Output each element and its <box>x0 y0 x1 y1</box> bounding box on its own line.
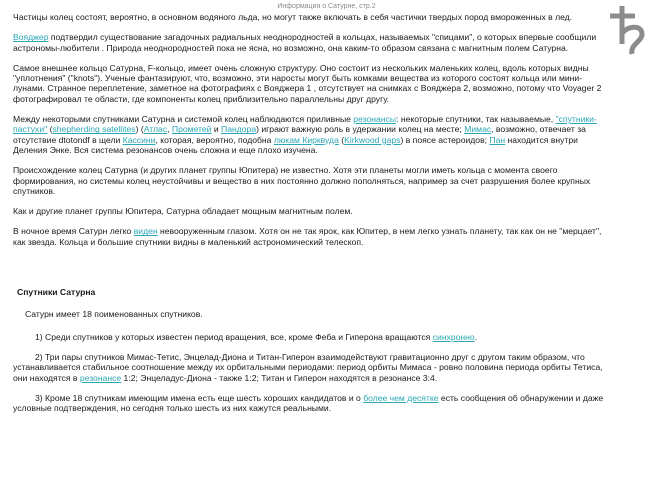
link-pandora[interactable]: Пандора <box>221 124 257 135</box>
link-kirkwood-gaps-ru[interactable]: люкам Кирквуда <box>273 134 339 145</box>
moons-item-1 <box>13 332 613 342</box>
paragraph-text: Самое внешнее кольцо Сатурна, F-кольцо, имеет очень сложную структуру. Оно состоит из нескольких маленьких колец, вдоль которых видны "уплотнения" ("knots"). Ученые фантазируют, что, возможно, эти наросты могут быть комками вещества из которого состоят кольца или мини-лунами. Странное переплетение, заметное на фотографиях с Вояджера 1 , отсутствует на снимках с Вояджера 2, возможно, потому что Voyager 2 фотографировал те области, где компоненты колец приблизительно параллельны друг другу. <box>13 62 602 104</box>
link-more-than-ten[interactable]: более чем десятке <box>363 392 439 403</box>
link-atlas[interactable]: Атлас <box>143 124 168 135</box>
text-segment: . <box>474 331 478 342</box>
text-segment: ( <box>338 134 345 145</box>
link-synchronous[interactable]: синхронно <box>432 331 475 342</box>
text-segment: В ночное время Сатурн легко <box>13 226 134 237</box>
paragraph-visibility <box>13 226 613 247</box>
link-prometheus[interactable]: Прометей <box>171 124 212 135</box>
paragraph-ring-particles: Частицы колец состоят, вероятно, в основном водяного льда, но могут также включать в себя частички твердых пород вмороженных в лед. <box>13 12 573 22</box>
link-cassini[interactable]: Кассини <box>122 134 156 145</box>
moons-item-2 <box>13 352 613 383</box>
text-segment: 3) Кроме 18 спутникам имеющим имена есть еще шесть хороших кандидатов и о <box>35 392 364 403</box>
text-segment: , возможно, отвечает за отсутствие dtotondf в щели <box>13 124 586 145</box>
link-kirkwood-gaps-en[interactable]: Kirkwood gaps <box>344 134 401 145</box>
text-segment: 1:2; Энцеладус-Диона - также 1:2; Титан и Гиперон находятся в резонансе 3:4. <box>121 372 438 383</box>
paragraph-f-ring <box>13 63 613 104</box>
paragraph-resonances <box>13 114 613 155</box>
moons-item-3 <box>13 393 613 414</box>
text-segment: есть сообщения об обнаружении и даже условные подтверждения, но сегодня только шесть из них кажутся реальными. <box>13 392 604 414</box>
text-segment: ) играют важную роль в удержании колец на месте; <box>256 124 465 135</box>
link-resonances[interactable]: резонансы <box>353 114 397 125</box>
paragraph-magnetic-field: Как и другие планет группы Юпитера, Сатурна обладает мощным магнитным полем. <box>13 206 353 217</box>
text-segment: 2) Три пары спутников Мимас-Тетис, Энцелад-Диона и Титан-Гиперон взаимодействуют гравитационно друг с другом таким образом, что устанавливается стабильное соотношение между их орбитальными периодами: период орбиты Мимаса - ровно половина периода орбиты Тетиса, они находятся в <box>13 351 603 383</box>
link-mimas[interactable]: Мимас <box>464 124 492 135</box>
text-segment: ) ( <box>135 124 144 135</box>
text-segment: ( <box>47 124 53 135</box>
section-heading-moons: Спутники Сатурна <box>17 287 96 298</box>
paragraph-text: Сатурн имеет 18 поименованных спутников. <box>25 309 203 320</box>
text-segment: находится внутри Деления Энке. Вся система резонансов очень сложна и еще плохо изучена. <box>13 134 578 155</box>
link-voyager[interactable]: Вояджер <box>13 32 49 43</box>
link-shepherd-moons[interactable]: "спутники-пастухи" <box>13 114 597 135</box>
text-segment: , которая, вероятно, подобна <box>155 134 274 145</box>
moons-intro <box>13 309 613 319</box>
link-visible[interactable]: виден <box>133 226 158 237</box>
paragraph-ring-origin <box>13 165 613 196</box>
document-body <box>13 12 613 423</box>
paragraph-text: подтвердил существование загадочных радиальных неоднородностей в кольцах, называемых "спицами", о которых впервые сообщили астрономы-любители . Природа неоднородностей пока не ясна, но возможно, она каким-то образом связана с магнитным полем Сатурна. <box>13 32 597 53</box>
link-pan[interactable]: Пан <box>489 134 506 145</box>
text-segment: невооруженным глазом. Хотя он не так ярок, как Юпитер, в нем легко узнать планету, так как он не "мерцает", как звезда. Кольца и большие спутники видны в маленький астрономический телескоп. <box>13 226 602 247</box>
text-segment: 1) Среди спутников у которых известен период вращения, все, кроме Феба и Гиперона вращаются <box>35 331 433 342</box>
paragraph-text: Происхождение колец Сатурна (и других планет группы Юпитера) не известно. Хотя эти планеты могли иметь кольца с момента своего формирования, но системы колец неустойчивы и вещество в них постоянно должно пополняться, например за счет разрушения более крупных спутников. <box>13 165 591 196</box>
text-segment: , <box>167 124 172 135</box>
link-shepherding-satellites[interactable]: shepherding satellites <box>52 124 136 135</box>
link-resonance[interactable]: резонансе <box>79 372 122 383</box>
text-segment: Между некоторыми спутниками Сатурна и системой колец наблюдаются приливные <box>13 114 354 125</box>
text-segment: и <box>211 124 222 135</box>
text-segment: : некоторые спутники, так называемые, <box>396 114 556 125</box>
saturn-symbol-icon <box>608 4 648 56</box>
text-segment: ) в поясе астероидов; <box>400 134 490 145</box>
page-header: Информация о Сатурне, стр.2 <box>277 3 376 10</box>
paragraph-spokes <box>13 32 613 53</box>
